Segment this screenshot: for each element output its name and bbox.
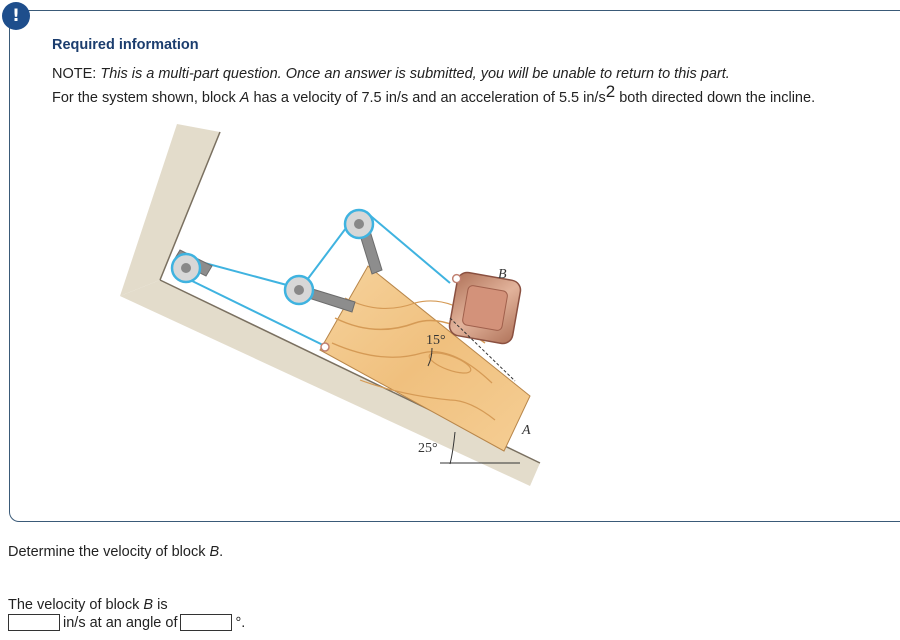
note-text xyxy=(52,66,730,82)
label-b: B xyxy=(498,267,507,282)
angle-input[interactable] xyxy=(180,614,232,631)
problem-end: both directed down the incline. xyxy=(615,90,816,106)
answer-line-1 xyxy=(8,597,168,613)
angle-incline-label: 25° xyxy=(418,441,438,456)
problem-prefix: For the system shown, block xyxy=(52,90,240,106)
question-suffix: . xyxy=(219,544,224,560)
answer-suffix: is xyxy=(153,597,168,613)
label-a: A xyxy=(522,423,531,438)
problem-mid: has a velocity of 7.5 in/s and an acceleration of 5.5 in/s xyxy=(249,90,606,106)
problem-var-a: A xyxy=(239,90,250,106)
problem-sup: 2 xyxy=(605,82,616,101)
note-prefix: NOTE: xyxy=(52,66,101,82)
unit-text: in/s at an angle of xyxy=(63,614,178,631)
question-var: B xyxy=(209,544,220,560)
answer-line-2 xyxy=(8,614,248,631)
question-prefix: Determine the velocity of block xyxy=(8,544,210,560)
note-italic: This is a multi-part question. Once an answer is submitted, you will be unable to return to this part. xyxy=(100,66,730,82)
problem-statement xyxy=(52,82,816,106)
required-information-title: Required information xyxy=(52,37,199,53)
block-b xyxy=(443,270,522,345)
answer-prefix: The velocity of block xyxy=(8,597,144,613)
answer-var: B xyxy=(143,597,154,613)
velocity-input[interactable] xyxy=(8,614,60,631)
degree-symbol: °. xyxy=(235,614,246,631)
pulley-system-figure xyxy=(120,118,550,493)
question-text xyxy=(8,544,223,560)
angle-block-label: 15° xyxy=(426,333,446,348)
exclamation-icon: ! xyxy=(2,2,30,30)
